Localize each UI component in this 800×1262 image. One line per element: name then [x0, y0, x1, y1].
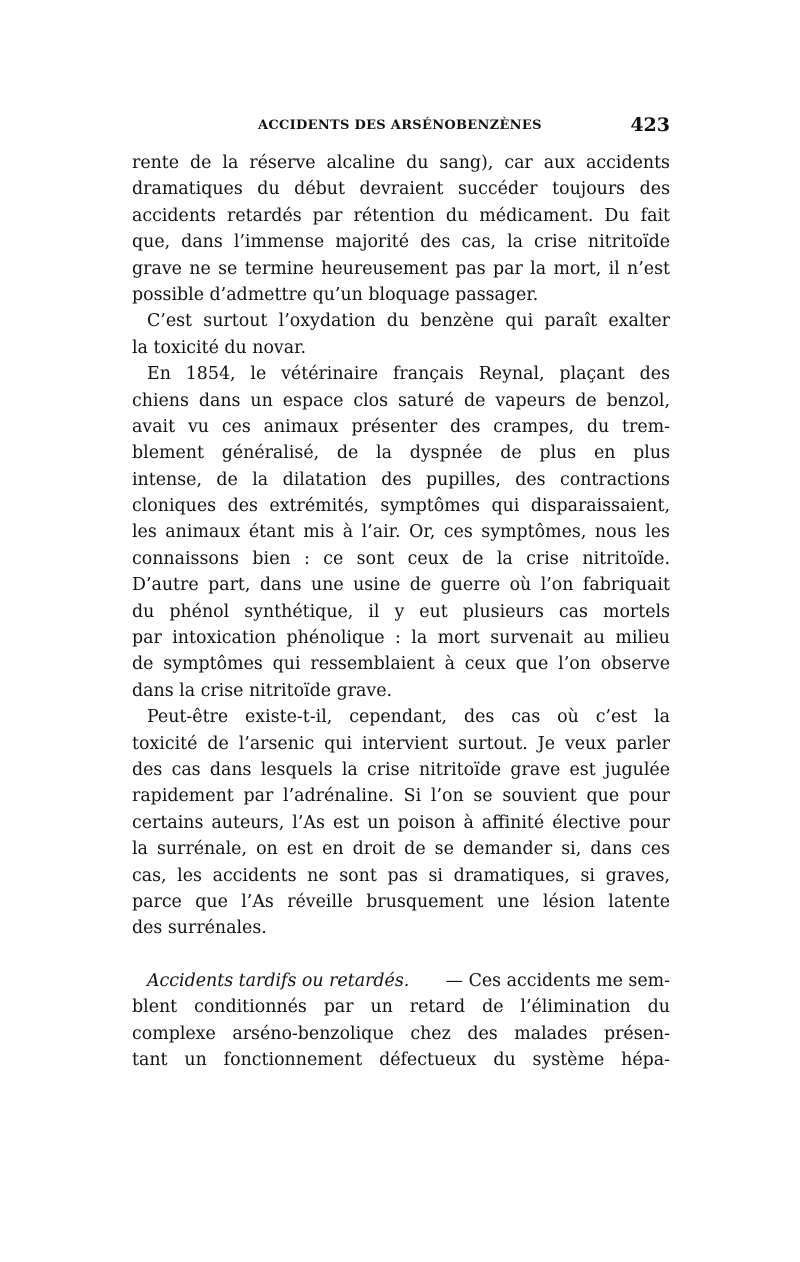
- text-line: cloniques des extrémités, symptômes qui disparaissaient,: [132, 496, 670, 517]
- text-line: toxicité de l’arsenic qui intervient surtout. Je veux parler: [132, 733, 670, 754]
- text-line: des surrénales.: [132, 918, 267, 939]
- text-line: parce que l’As réveille brusquement une lésion latente: [132, 891, 670, 912]
- text-line: possible d’admettre qu’un bloquage passager.: [132, 284, 539, 305]
- text-line: chiens dans un espace clos saturé de vapeurs de benzol,: [132, 390, 670, 411]
- text-line: grave ne se termine heureusement pas par la mort, il n’est: [132, 258, 670, 279]
- text-line: cas, les accidents ne sont pas si dramatiques, si graves,: [132, 865, 670, 886]
- paragraph-start-line: En 1854, le vétérinaire français Reynal, plaçant des: [147, 364, 670, 385]
- text-line: complexe arséno-benzolique chez des malades présen-: [132, 1023, 670, 1044]
- page-number: 423: [630, 114, 670, 136]
- text-line: du phénol synthétique, il y eut plusieurs cas mortels: [132, 601, 670, 622]
- section-heading: Accidents tardifs ou retardés.: [147, 970, 410, 991]
- text-line: la toxicité du novar.: [132, 337, 307, 358]
- text-line: certains auteurs, l’As est un poison à affinité élective pour: [132, 812, 670, 833]
- text-line: connaissons bien : ce sont ceux de la crise nitritoïde.: [132, 548, 670, 569]
- text-line: dramatiques du début devraient succéder toujours des: [132, 179, 670, 200]
- text-line: que, dans l’immense majorité des cas, la crise nitritoïde: [132, 232, 670, 253]
- text-line: tant un fonctionnement défectueux du système hépa-: [132, 1049, 670, 1070]
- paragraph-start-line: Peut-être existe-t-il, cependant, des cas où c’est la: [147, 707, 670, 728]
- text-line: blement généralisé, de la dyspnée de plus en plus: [132, 443, 670, 464]
- text-line: avait vu ces animaux présenter des crampes, du trem-: [132, 416, 670, 437]
- text-line: par intoxication phénolique : la mort survenait au milieu: [132, 628, 670, 649]
- text-line: intense, de la dilatation des pupilles, des contractions: [132, 469, 670, 490]
- paragraph-start-line: C’est surtout l’oxydation du benzène qui paraît exalter: [147, 311, 670, 332]
- section-heading-line: [132, 968, 670, 994]
- text-line: rapidement par l’adrénaline. Si l’on se souvient que pour: [132, 786, 670, 807]
- running-title: ACCIDENTS DES ARSÉNOBENZÈNES: [258, 118, 542, 133]
- running-head: [132, 114, 670, 142]
- text-line: la surrénale, on est en droit de se demander si, dans ces: [132, 839, 670, 860]
- text-line: les animaux étant mis à l’air. Or, ces symptômes, nous les: [132, 522, 670, 543]
- text-line: dans la crise nitritoïde grave.: [132, 680, 393, 701]
- section-spacer: [132, 942, 670, 968]
- body-text: [132, 150, 670, 1073]
- text-line: D’autre part, dans une usine de guerre où l’on fabriquait: [132, 575, 670, 596]
- text-line: rente de la réserve alcaline du sang), car aux accidents: [132, 153, 670, 173]
- text-line: accidents retardés par rétention du médicament. Du fait: [132, 205, 670, 226]
- text-line: de symptômes qui ressemblaient à ceux que l’on observe: [132, 654, 670, 675]
- section-heading-continuation: — Ces accidents me sem-: [445, 970, 670, 991]
- text-line: des cas dans lesquels la crise nitritoïde grave est jugulée: [132, 759, 670, 780]
- text-line: blent conditionnés par un retard de l’élimination du: [132, 997, 670, 1018]
